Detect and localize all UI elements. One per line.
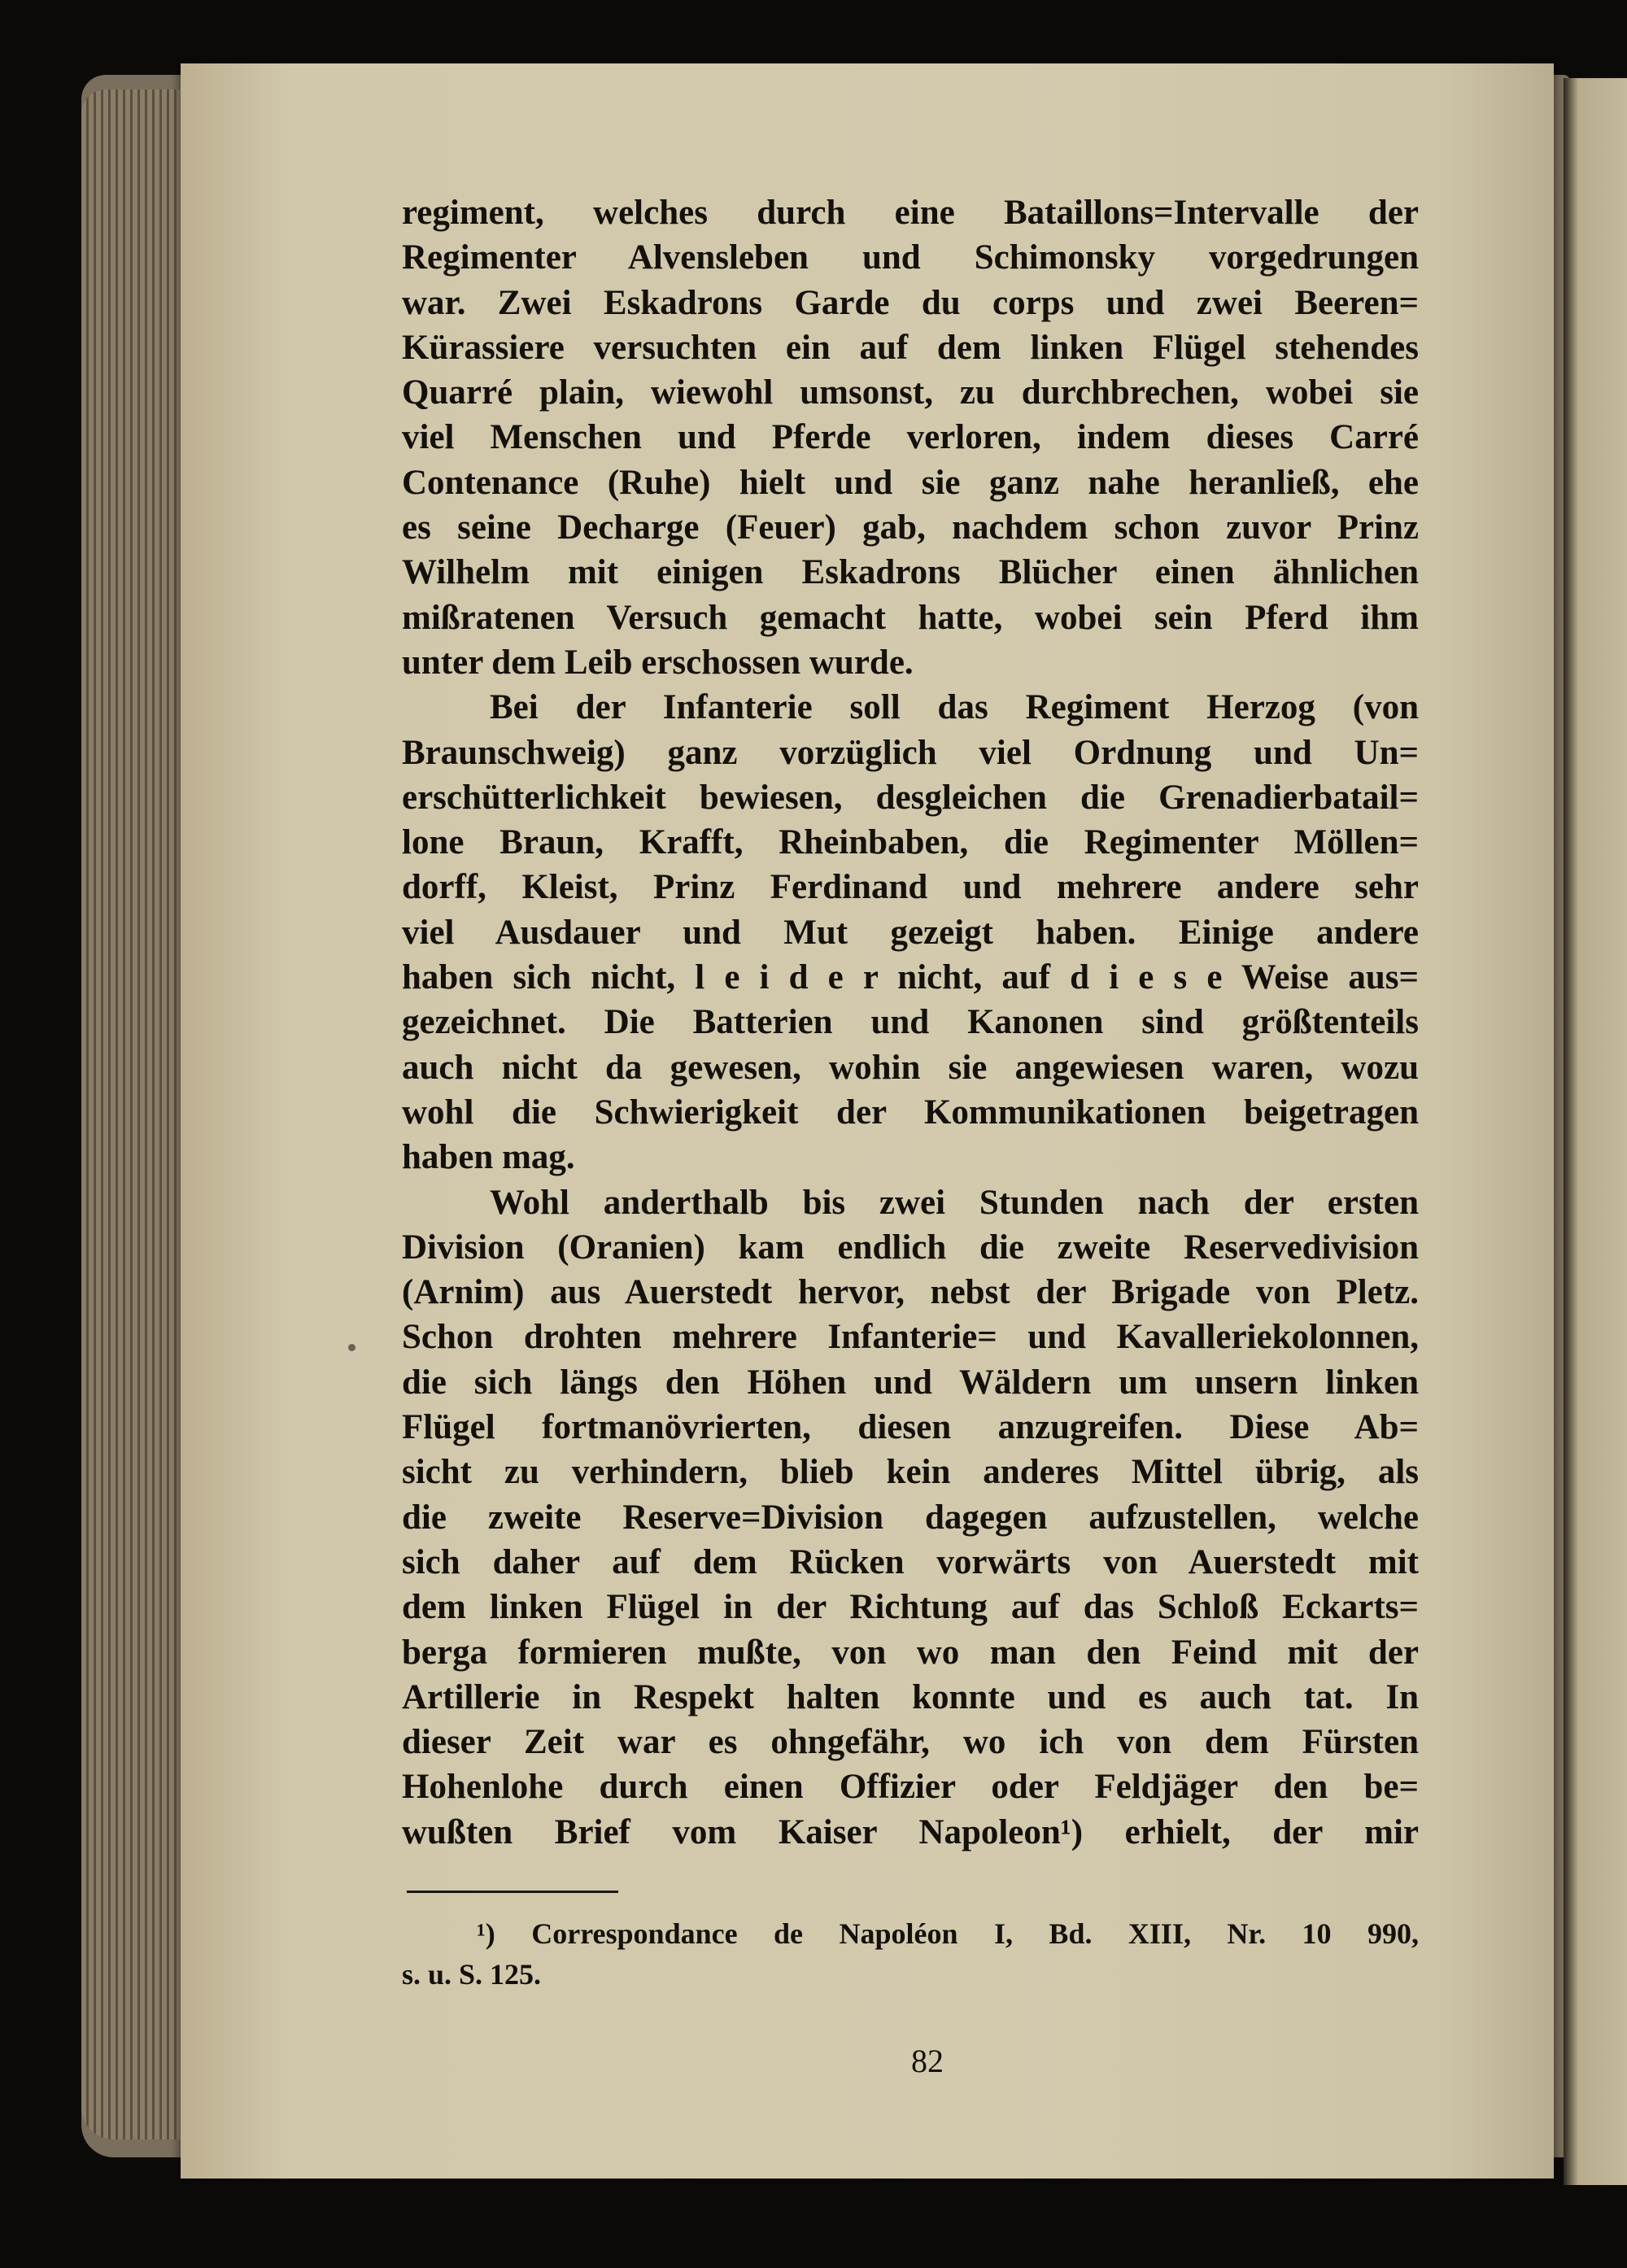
text-line: Hohenlohe durch einen Offizier oder Feldjäger den be= xyxy=(402,1768,1419,1807)
text-line: wußten Brief vom Kaiser Napoleon¹) erhielt, der mir xyxy=(402,1812,1419,1851)
text-line: auch nicht da gewesen, wohin sie angewiesen waren, wozu xyxy=(402,1048,1419,1087)
text-line: Kürassiere versuchten ein auf dem linken Flügel stehendes xyxy=(402,328,1419,367)
page-number: 82 xyxy=(911,2043,944,2079)
text-line: die sich längs den Höhen und Wäldern um unsern linken xyxy=(402,1363,1419,1402)
text-line: Wohl anderthalb bis zwei Stunden nach der ersten xyxy=(490,1183,1419,1222)
text-line: Wilhelm mit einigen Eskadrons Blücher einen ähnlichen xyxy=(402,553,1419,592)
text-line: Contenance (Ruhe) hielt und sie ganz nahe heranließ, ehe xyxy=(402,463,1419,502)
text-line: die zweite Reserve=Division dagegen aufzustellen, welche xyxy=(402,1498,1419,1537)
text-line: dieser Zeit war es ohngefähr, wo ich von dem Fürsten xyxy=(402,1723,1419,1762)
text-line: mißratenen Versuch gemacht hatte, wobei sein Pferd ihm xyxy=(402,598,1419,637)
text-line: Quarré plain, wiewohl umsonst, zu durchbrechen, wobei sie xyxy=(402,373,1419,412)
text-line: unter dem Leib erschossen wurde. xyxy=(402,643,914,682)
text-line: war. Zwei Eskadrons Garde du corps und zwei Beeren= xyxy=(402,283,1419,322)
text-line: gezeichnet. Die Batterien und Kanonen sind größtenteils xyxy=(402,1003,1419,1042)
text-line: sicht zu verhindern, blieb kein anderes Mittel übrig, als xyxy=(402,1453,1419,1492)
footnote-line: ¹) Correspondance de Napoléon I, Bd. XIII, Nr. 10 990, xyxy=(477,1917,1419,1950)
text-line: dem linken Flügel in der Richtung auf das Schloß Eckarts= xyxy=(402,1588,1419,1627)
text-line: es seine Decharge (Feuer) gab, nachdem schon zuvor Prinz xyxy=(402,508,1419,547)
text-line: Artillerie in Respekt halten konnte und es auch tat. In xyxy=(402,1677,1419,1716)
text-line: viel Menschen und Pferde verloren, indem dieses Carré xyxy=(402,418,1419,457)
text-line: haben sich nicht, l e i d e r nicht, auf d i e s e Weise aus= xyxy=(402,958,1419,997)
text-line: Division (Oranien) kam endlich die zweite Reservedivision xyxy=(402,1228,1419,1267)
body-text xyxy=(402,190,1419,1855)
facing-page-edge xyxy=(1564,78,1627,2185)
text-line: (Arnim) aus Auerstedt hervor, nebst der Brigade von Pletz. xyxy=(402,1273,1419,1312)
page-edges xyxy=(81,89,195,2139)
text-line: Flügel fortmanövrierten, diesen anzugreifen. Diese Ab= xyxy=(402,1408,1419,1447)
text-line: viel Ausdauer und Mut gezeigt haben. Einige andere xyxy=(402,913,1419,952)
text-line: wohl die Schwierigkeit der Kommunikationen beigetragen xyxy=(402,1093,1419,1132)
text-line: Regimenter Alvensleben und Schimonsky vorgedrungen xyxy=(402,238,1419,277)
margin-speck xyxy=(348,1344,355,1351)
footnote-separator xyxy=(407,1891,618,1893)
text-line: regiment, welches durch eine Bataillons=Intervalle der xyxy=(402,194,1419,232)
footnote-line: s. u. S. 125. xyxy=(402,1958,542,1991)
text-line: erschütterlichkeit bewiesen, desgleichen die Grenadierbatail= xyxy=(402,778,1419,817)
text-line: haben mag. xyxy=(402,1138,575,1177)
text-line: lone Braun, Krafft, Rheinbaben, die Regimenter Möllen= xyxy=(402,823,1419,862)
text-line: sich daher auf dem Rücken vorwärts von Auerstedt mit xyxy=(402,1542,1419,1581)
text-line: Bei der Infanterie soll das Regiment Herzog (von xyxy=(490,688,1419,727)
text-line: dorff, Kleist, Prinz Ferdinand und mehrere andere sehr xyxy=(402,868,1419,907)
text-line: Braunschweig) ganz vorzüglich viel Ordnung und Un= xyxy=(402,733,1419,772)
text-line: berga formieren mußte, von wo man den Feind mit der xyxy=(402,1633,1419,1672)
footnote xyxy=(402,1913,1419,1995)
text-line: Schon drohten mehrere Infanterie= und Kavalleriekolonnen, xyxy=(402,1318,1419,1357)
